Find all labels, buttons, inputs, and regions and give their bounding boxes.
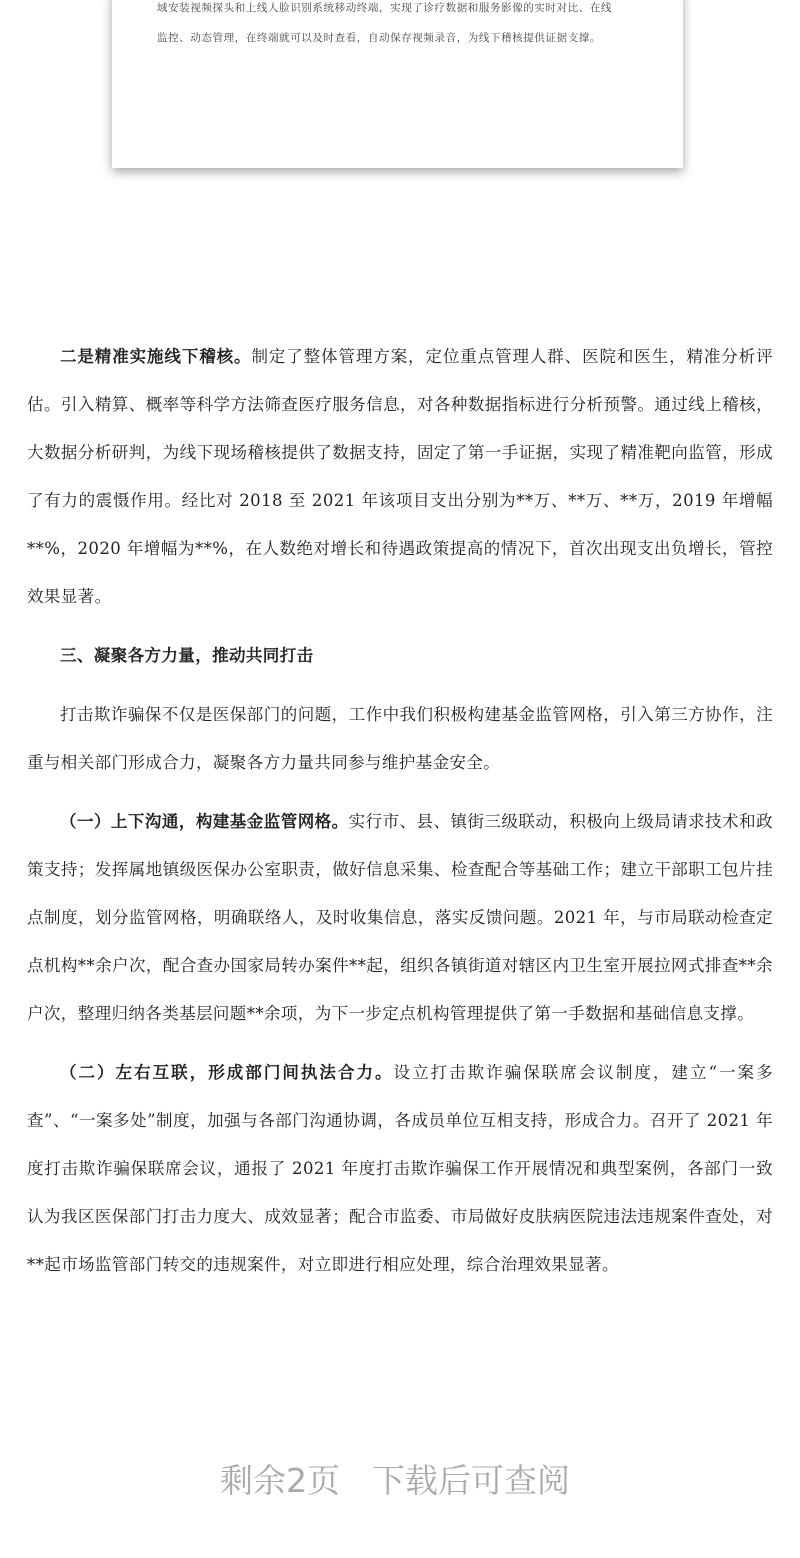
card-text-line: 监控、动态管理，在终端就可以及时查看，自动保存视频录音，为线下稽核提供证据支撑。 — [157, 32, 601, 44]
document-body — [27, 333, 773, 1300]
paragraph-text: 设立打击欺诈骗保联席会议制度，建立“一案多查”、“一案多处”制度，加强与各部门沟通协调，各成员单位互相支持，形成合力。召开了 2021 年度打击欺诈骗保联席会议，通报了 2021 年度打击欺诈骗保工作开展情况和典型案例，各部门一致认为我区医保部门打击力度大、成效显著；配合市监委、市局做好皮肤病医院违法违规案件查处，对**起市场监管部门转交的违规案件，对立即进行相应处理，综合治理效果显著。 — [27, 1063, 773, 1274]
card-text-line: 域安装视频探头和上线人脸识别系统移动终端，实现了诊疗数据和服务影像的实时对比、在线 — [157, 2, 613, 14]
paragraph — [27, 1049, 773, 1289]
section-heading-text: 三、凝聚各方力量，推动共同打击 — [60, 646, 314, 665]
paragraph — [27, 333, 773, 621]
download-prompt[interactable] — [0, 1455, 790, 1502]
section-heading — [27, 632, 773, 680]
paragraph-lead: 二是精准实施线下稽核。 — [60, 347, 252, 366]
paragraph-text: 实行市、县、镇街三级联动，积极向上级局请求技术和政策支持；发挥属地镇级医保办公室职责，做好信息采集、检查配合等基础工作；建立干部职工包片挂点制度，划分监管网格，明确联络人，及时收集信息，落实反馈问题。2021 年，与市局联动检查定点机构**余户次，配合查办国家局转办案件**起，组织各镇街道对辖区内卫生室开展拉网式排查**余户次，整理归纳各类基层问题**余项，为下一步定点机构管理提供了第一手数据和基础信息支撑。 — [27, 812, 773, 1023]
download-to-read-text[interactable]: 下载后可查阅 — [372, 1461, 570, 1500]
preview-page-card — [112, 0, 683, 168]
paragraph — [27, 798, 773, 1038]
paragraph — [27, 691, 773, 787]
paragraph-lead: （二）左右互联，形成部门间执法合力。 — [60, 1063, 394, 1082]
paragraph-lead: （一）上下沟通，构建基金监管网格。 — [60, 812, 349, 831]
remaining-pages-text[interactable]: 剩余2页 — [220, 1461, 340, 1500]
paragraph-text: 打击欺诈骗保不仅是医保部门的问题，工作中我们积极构建基金监管网格，引入第三方协作，注重与相关部门形成合力，凝聚各方力量共同参与维护基金安全。 — [27, 705, 773, 772]
paragraph-text: 制定了整体管理方案，定位重点管理人群、医院和医生，精准分析评估。引入精算、概率等科学方法筛查医疗服务信息，对各种数据指标进行分析预警。通过线上稽核，大数据分析研判，为线下现场稽核提供了数据支持，固定了第一手证据，实现了精准靶向监管，形成了有力的震慑作用。经比对 2018 至 2021 年该项目支出分别为**万、**万、**万，2019 年增幅**%，2020 年增幅为**%，在人数绝对增长和待遇政策提高的情况下，首次出现支出负增长，管控效果显著。 — [27, 347, 774, 606]
